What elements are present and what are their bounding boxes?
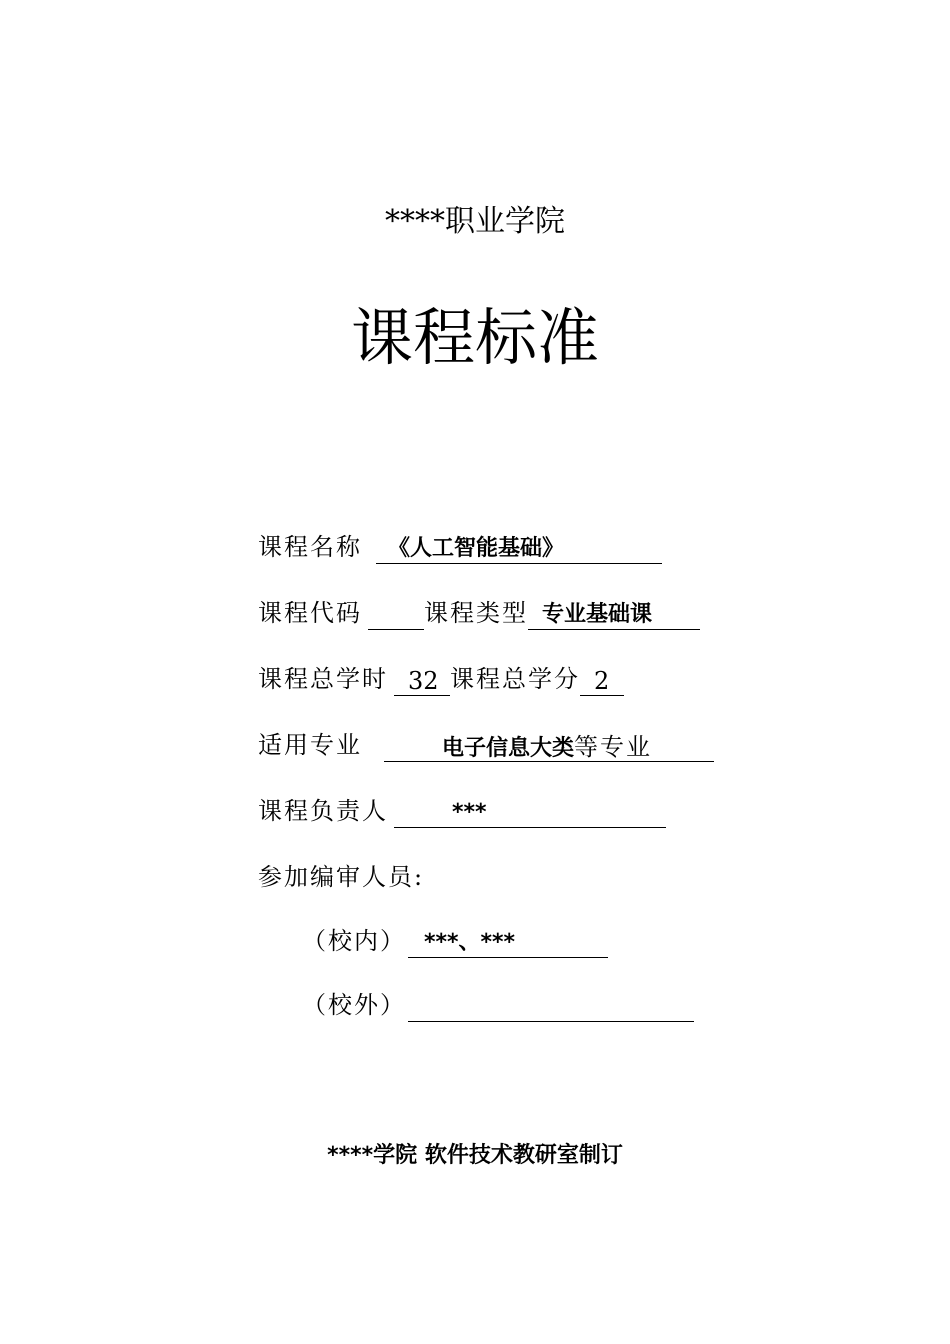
leader-row [258, 794, 666, 828]
course-type-value: 专业基础课 [528, 600, 700, 630]
total-credits-value: 2 [580, 666, 624, 696]
external-value [408, 992, 694, 1022]
course-code-value [368, 600, 424, 630]
major-value-bold: 电子信息大类 [442, 736, 575, 761]
course-name-label: 课程名称 [258, 533, 362, 561]
course-type-label: 课程类型 [424, 599, 528, 627]
school-name: ****职业学院 [385, 204, 565, 239]
leader-value: *** [394, 798, 666, 828]
major-label: 适用专业 [258, 731, 362, 759]
course-code-label: 课程代码 [258, 599, 362, 627]
course-code-type-row [258, 596, 700, 630]
total-hours-label: 课程总学时 [258, 665, 388, 693]
leader-label: 课程负责人 [258, 797, 388, 825]
external-label: （校外） [302, 991, 406, 1019]
internal-label: （校内） [302, 927, 406, 955]
total-hours-value: 32 [394, 666, 450, 696]
internal-value: ***、*** [408, 928, 608, 958]
major-value-suffix: 等专业 [574, 733, 653, 761]
hours-credits-row [258, 662, 624, 696]
reviewers-label: 参加编审人员: [258, 863, 425, 891]
major-value [384, 732, 714, 762]
major-row [258, 728, 714, 762]
course-name-row [258, 530, 662, 564]
internal-row [302, 924, 608, 958]
external-row [302, 988, 694, 1022]
document-title: 课程标准 [350, 301, 599, 374]
footer-issuer: ****学院 软件技术教研室制订 [327, 1143, 623, 1168]
reviewers-row [258, 860, 424, 894]
course-name-value: 《人工智能基础》 [376, 534, 662, 564]
total-credits-label: 课程总学分 [450, 665, 580, 693]
